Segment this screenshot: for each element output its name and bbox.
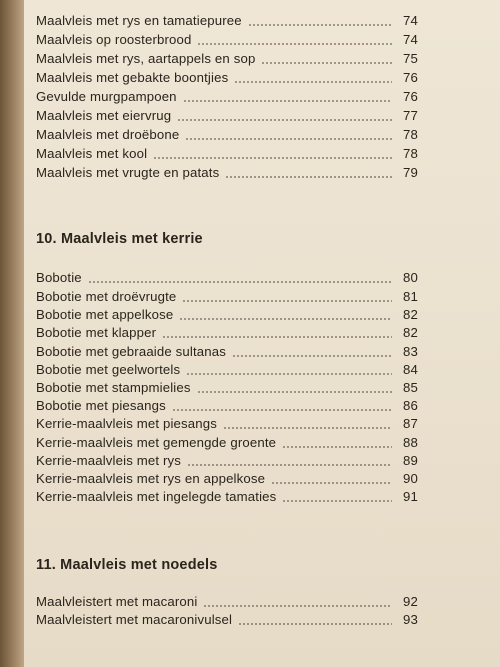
entry-title: Kerrie-maalvleis met piesangs (36, 416, 217, 431)
entry-page: 76 (403, 89, 418, 104)
entry-title: Bobotie met piesangs (36, 398, 166, 413)
entry-title: Maalvleis met eiervrug (36, 108, 172, 123)
dot-leader (232, 355, 392, 357)
book-spine (0, 0, 26, 667)
toc-entry (36, 415, 418, 433)
dot-leader (183, 100, 392, 102)
entry-title: Bobotie met stampmielies (36, 380, 191, 395)
entry-page: 74 (403, 32, 418, 47)
entry-page: 75 (403, 51, 418, 66)
dot-leader (248, 24, 392, 26)
dot-leader (187, 464, 392, 466)
entry-title: Maalvleis met droëbone (36, 127, 180, 142)
toc-entry (36, 288, 418, 306)
toc-entry (36, 88, 418, 106)
toc-entry (36, 434, 418, 452)
entry-page: 82 (403, 307, 418, 322)
dot-leader (172, 409, 392, 411)
entry-title: Bobotie met geelwortels (36, 362, 181, 377)
entry-page: 82 (403, 325, 418, 340)
dot-leader (197, 391, 392, 393)
toc-entry (36, 69, 418, 87)
toc-entry (36, 50, 418, 68)
toc-entry (36, 306, 418, 324)
entry-page: 77 (403, 108, 418, 123)
entry-title: Maalvleistert met macaronivulsel (36, 612, 233, 627)
entry-title: Kerrie-maalvleis met rys en appelkose (36, 471, 266, 486)
dot-leader (162, 336, 392, 338)
toc-entry (36, 343, 418, 361)
entry-title: Bobotie met appelkose (36, 307, 174, 322)
entry-title: Bobotie (36, 270, 82, 285)
entry-title: Bobotie met gebraaide sultanas (36, 344, 226, 359)
dot-leader (182, 300, 392, 302)
entry-page: 91 (403, 489, 418, 504)
entry-page: 85 (403, 380, 418, 395)
dot-leader (88, 281, 392, 283)
entry-title: Kerrie-maalvleis met rys (36, 453, 182, 468)
entry-page: 90 (403, 471, 418, 486)
toc-entry (36, 470, 418, 488)
toc-entry (36, 164, 418, 182)
toc-entry (36, 452, 418, 470)
entry-page: 76 (403, 70, 418, 85)
entry-page: 78 (403, 127, 418, 142)
dot-leader (179, 318, 392, 320)
entry-title: Kerrie-maalvleis met ingelegde tamaties (36, 489, 277, 504)
toc-entry (36, 324, 418, 342)
dot-leader (223, 427, 392, 429)
toc-entry (36, 31, 418, 49)
dot-leader (185, 138, 392, 140)
toc-entry (36, 488, 418, 506)
entry-title: Bobotie met droëvrugte (36, 289, 177, 304)
dot-leader (153, 157, 392, 159)
entry-page: 74 (403, 13, 418, 28)
toc-entry (36, 593, 418, 611)
dot-leader (197, 43, 392, 45)
toc-entry (36, 145, 418, 163)
section-heading: 11. Maalvleis met noedels (36, 557, 218, 573)
entry-page: 79 (403, 165, 418, 180)
dot-leader (186, 373, 392, 375)
toc-entry (36, 379, 418, 397)
entry-title: Maalvleis op roosterbrood (36, 32, 192, 47)
dot-leader (203, 605, 392, 607)
entry-page: 89 (403, 453, 418, 468)
section-heading: 10. Maalvleis met kerrie (36, 231, 203, 247)
entry-page: 80 (403, 270, 418, 285)
dot-leader (282, 500, 392, 502)
toc-entry (36, 269, 418, 287)
entry-page: 93 (403, 612, 418, 627)
toc-entry (36, 107, 418, 125)
toc-entry (36, 126, 418, 144)
entry-title: Maalvleis met kool (36, 146, 148, 161)
entry-page: 87 (403, 416, 418, 431)
entry-title: Bobotie met klapper (36, 325, 157, 340)
toc-entry (36, 397, 418, 415)
entry-title: Maalvleistert met macaroni (36, 594, 198, 609)
entry-title: Gevulde murgpampoen (36, 89, 177, 104)
entry-page: 83 (403, 344, 418, 359)
toc-entry (36, 361, 418, 379)
entry-title: Maalvleis met gebakte boontjies (36, 70, 229, 85)
dot-leader (261, 62, 392, 64)
entry-page: 88 (403, 435, 418, 450)
entry-page: 84 (403, 362, 418, 377)
entry-page: 81 (403, 289, 418, 304)
entry-title: Maalvleis met rys en tamatiepuree (36, 13, 242, 28)
entry-title: Maalvleis met vrugte en patats (36, 165, 220, 180)
dot-leader (225, 176, 392, 178)
entry-title: Maalvleis met rys, aartappels en sop (36, 51, 256, 66)
toc-entry (36, 611, 418, 629)
entry-page: 86 (403, 398, 418, 413)
dot-leader (177, 119, 392, 121)
dot-leader (271, 482, 392, 484)
entry-page: 92 (403, 594, 418, 609)
entry-page: 78 (403, 146, 418, 161)
entry-title: Kerrie-maalvleis met gemengde groente (36, 435, 277, 450)
dot-leader (238, 623, 392, 625)
dot-leader (234, 81, 392, 83)
dot-leader (282, 446, 392, 448)
toc-entry (36, 12, 418, 30)
